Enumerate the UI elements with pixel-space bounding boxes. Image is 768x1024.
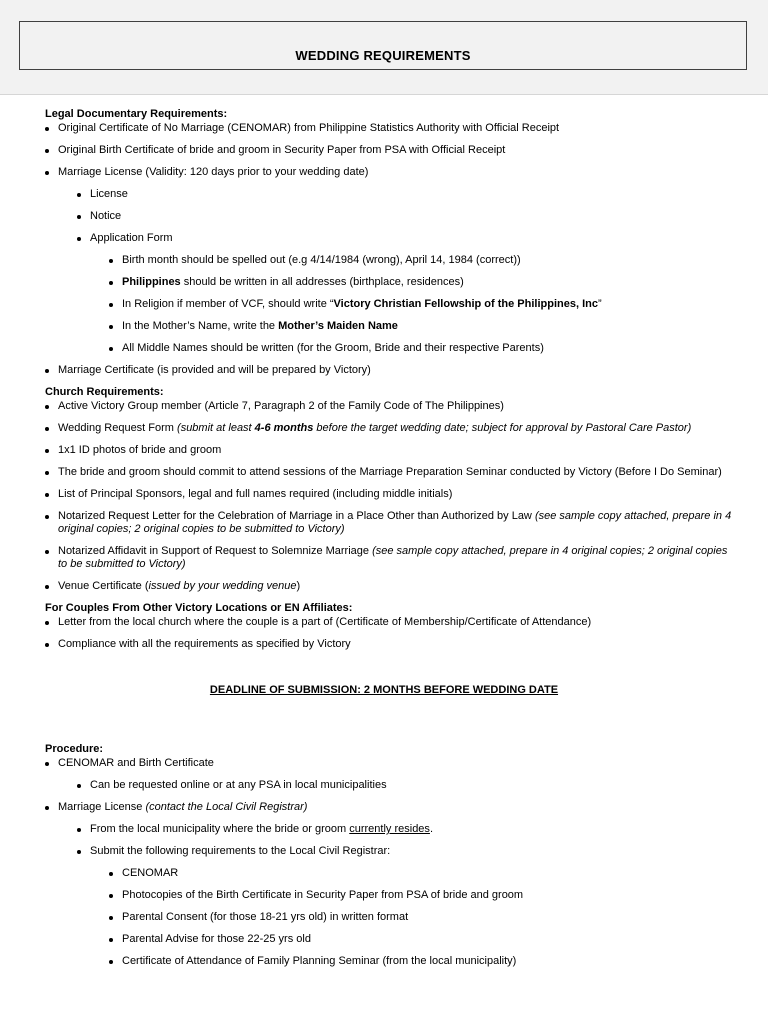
- list-item-text: Parental Advise for those 22-25 yrs old: [122, 933, 311, 945]
- legal-list: [45, 122, 735, 377]
- title-box: [19, 21, 747, 70]
- list-item-text: Notarized Affidavit in Support of Request to Solemnize Marriage: [58, 545, 373, 557]
- header-band: [0, 0, 768, 95]
- list-item-text: Notice: [90, 210, 122, 222]
- italic-text: (contact the Local Civil Registrar): [145, 801, 308, 813]
- list-item-text: Marriage License: [58, 801, 146, 813]
- list-item-text: 1x1 ID photos of bride and groom: [58, 444, 222, 456]
- procedure-list: [45, 757, 735, 968]
- list-item-text: All Middle Names should be written (for the Groom, Bride and their respective Parents): [122, 342, 544, 354]
- list-item-text: Submit the following requirements to the Local Civil Registrar:: [90, 845, 391, 857]
- list-item-text: CENOMAR: [122, 867, 179, 879]
- list-item: [45, 510, 735, 536]
- list-item-text: Marriage License (Validity: 120 days prior to your wedding date): [58, 166, 369, 178]
- list-item-text: ”: [597, 298, 602, 310]
- italic-text: before the target wedding date; subject for approval by Pastoral Care Pastor): [313, 422, 692, 434]
- list-item: [109, 254, 735, 267]
- list-item: [109, 955, 735, 968]
- list-item-text: Photocopies of the Birth Certificate in Security Paper from PSA of bride and groom: [122, 889, 524, 901]
- list-item: [45, 757, 735, 792]
- list-item: [45, 444, 735, 457]
- list-item-text: From the local municipality where the bride or groom: [90, 823, 350, 835]
- procedure-heading: Procedure:: [45, 743, 104, 755]
- registrar-requirements-list: [109, 867, 735, 968]
- list-item: [109, 911, 735, 924]
- list-item: [109, 889, 735, 902]
- marriage-license-sublist: [77, 823, 735, 968]
- list-item-text: License: [90, 188, 128, 200]
- legal-heading: Legal Documentary Requirements:: [45, 108, 228, 120]
- list-item-text: Active Victory Group member (Article 7, Paragraph 2 of the Family Code of The Philippines): [58, 400, 504, 412]
- cenomar-sublist: [77, 779, 735, 792]
- list-item-text: Wedding Request Form: [58, 422, 178, 434]
- list-item: [77, 779, 735, 792]
- list-item-text: Notarized Request Letter for the Celebration of Marriage in a Place Other than Authorized by Law: [58, 510, 535, 522]
- couples-heading: For Couples From Other Victory Locations or EN Affiliates:: [45, 602, 353, 614]
- list-item: [77, 232, 735, 355]
- bold-text: Philippines: [122, 276, 181, 288]
- list-item-text: ): [296, 580, 301, 592]
- application-sublist: [109, 254, 735, 355]
- list-item-text: CENOMAR and Birth Certificate: [58, 757, 214, 769]
- list-item: [45, 364, 735, 377]
- list-item: [109, 276, 735, 289]
- list-item: [77, 210, 735, 223]
- list-item-text: Birth month should be spelled out (e.g 4/14/1984 (wrong), April 14, 1984 (correct)): [122, 254, 521, 266]
- page-title: WEDDING REQUIREMENTS: [295, 48, 471, 63]
- list-item: [109, 298, 735, 311]
- list-item-text: .: [429, 823, 433, 835]
- license-sublist: [77, 188, 735, 355]
- list-item: [45, 580, 735, 593]
- list-item: [45, 638, 735, 651]
- list-item: [45, 422, 735, 435]
- italic-text: (see sample copy attached, prepare in 4 original copies; 2 original copies to be submitted to Victory): [58, 510, 732, 535]
- list-item: [77, 823, 735, 836]
- list-item: [45, 616, 735, 629]
- list-item-text: Original Birth Certificate of bride and groom in Security Paper from PSA with Official Receipt: [58, 144, 506, 156]
- document-body: [45, 108, 735, 968]
- list-item-text: In the Mother’s Name, write the: [122, 320, 279, 332]
- list-item-text: Parental Consent (for those 18-21 yrs old) in written format: [122, 911, 409, 923]
- list-item-text: Original Certificate of No Marriage (CENOMAR) from Philippine Statistics Authority with Official Receipt: [58, 122, 560, 134]
- list-item: [45, 400, 735, 413]
- church-list: [45, 400, 735, 593]
- bold-italic-text: 4-6 months: [254, 422, 314, 434]
- italic-text: issued by your wedding venue: [148, 580, 297, 592]
- church-heading: Church Requirements:: [45, 386, 164, 398]
- underlined-text: currently resides: [349, 823, 430, 835]
- list-item-text: should be written in all addresses (birthplace, residences): [180, 276, 464, 288]
- list-item: [109, 320, 735, 333]
- italic-text: (submit at least: [177, 422, 255, 434]
- list-item: [45, 488, 735, 501]
- list-item-text: List of Principal Sponsors, legal and full names required (including middle initials): [58, 488, 453, 500]
- list-item-text: Application Form: [90, 232, 173, 244]
- deadline-notice: DEADLINE OF SUBMISSION: 2 MONTHS BEFORE WEDDING DATE: [209, 684, 559, 696]
- list-item-text: Letter from the local church where the couple is a part of (Certificate of Membership/Certificate of Attendance): [58, 616, 592, 628]
- bold-text: Mother’s Maiden Name: [278, 320, 398, 332]
- list-item-text: Compliance with all the requirements as specified by Victory: [58, 638, 351, 650]
- list-item: [45, 545, 735, 571]
- list-item: [45, 801, 735, 968]
- list-item: [109, 867, 735, 880]
- list-item: [45, 122, 735, 135]
- list-item: [109, 342, 735, 355]
- list-item-text: Certificate of Attendance of Family Planning Seminar (from the local municipality): [122, 955, 517, 967]
- list-item: [77, 188, 735, 201]
- list-item: [109, 933, 735, 946]
- italic-text: (see sample copy attached, prepare in 4 original copies; 2 original copies to be submitted to Victory): [58, 545, 728, 570]
- list-item: [45, 166, 735, 355]
- list-item-text: Can be requested online or at any PSA in local municipalities: [90, 779, 387, 791]
- list-item-text: The bride and groom should commit to attend sessions of the Marriage Preparation Seminar conducted by Victory (Before I Do Seminar): [58, 466, 722, 478]
- bold-text: Victory Christian Fellowship of the Philippines, Inc: [333, 298, 598, 310]
- list-item: [77, 845, 735, 968]
- couples-list: [45, 616, 735, 651]
- list-item-text: Venue Certificate (: [58, 580, 149, 592]
- list-item: [45, 466, 735, 479]
- list-item-text: Marriage Certificate (is provided and will be prepared by Victory): [58, 364, 371, 376]
- list-item-text: In Religion if member of VCF, should write “: [122, 298, 334, 310]
- list-item: [45, 144, 735, 157]
